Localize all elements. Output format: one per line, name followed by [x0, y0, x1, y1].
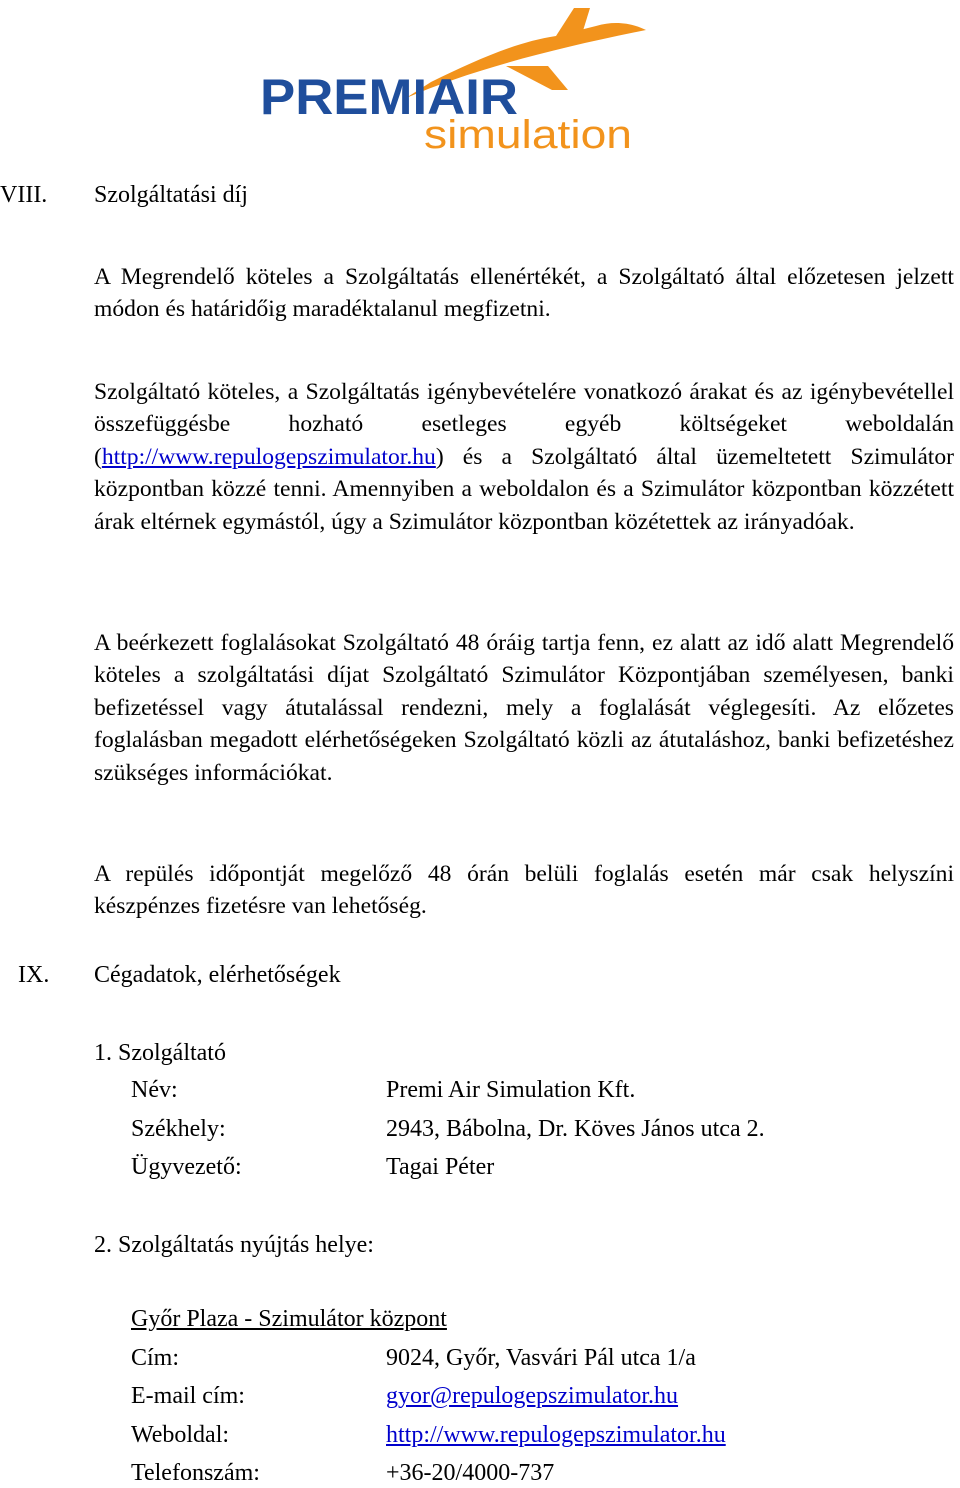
field-label: Weboldal: [131, 1422, 230, 1448]
premiair-logo [256, 2, 656, 152]
location-title: Győr Plaza - Szimulátor központ [131, 1306, 447, 1332]
logo-main-text: PREMIAIR [260, 69, 518, 125]
email-link[interactable]: gyor@repulogepszimulator.hu [386, 1383, 679, 1409]
field-label: Telefonszám: [131, 1460, 260, 1486]
section-title: Szolgáltatási díj [94, 182, 248, 208]
phone-number: +36-20/4000-737 [386, 1460, 555, 1486]
managing-director: Tagai Péter [386, 1154, 495, 1180]
paragraph-payment-obligation: A Megrendelő köteles a Szolgáltatás ellenértékét, a Szolgáltató által előzetesen jelzett módon és határidőig maradéktalanul megfizetni. [94, 264, 954, 323]
paragraph-text: Szolgáltató köteles, a Szolgáltatás igénybevételére vonatkozó árakat és az igénybevétellel összefüggésbe hozható esetleges egyéb költségeket weboldalán ( [94, 379, 954, 470]
logo-sub-text: simulation [424, 113, 632, 152]
company-name: Premi Air Simulation Kft. [386, 1077, 636, 1103]
paragraph-late-booking: A repülés időpontját megelőző 48 órán belüli foglalás esetén már csak helyszíni készpénzes fizetésre van lehetőség. [94, 861, 954, 920]
subsection-heading: 2. Szolgáltatás nyújtás helye: [94, 1232, 374, 1258]
section-title: Cégadatok, elérhetőségek [94, 962, 341, 988]
field-label: Székhely: [131, 1116, 226, 1142]
subsection-heading: 1. Szolgáltató [94, 1040, 226, 1066]
section-number: IX. [18, 962, 50, 988]
location-address: 9024, Győr, Vasvári Pál utca 1/a [386, 1345, 696, 1371]
paragraph-booking-hold: A beérkezett foglalásokat Szolgáltató 48 óráig tartja fenn, ez alatt az idő alatt Megrendelő köteles a szolgáltatási díjat Szolgáltató Szimulátor Központjában személyesen, banki befizetéssel vagy átutalással rendezni, mely a foglalását véglegesíti. Az előzetes foglalásban megadott elérhetőségeken Szolgáltató közli az átutaláshoz, banki befizetéshez szükséges információkat. [94, 630, 954, 786]
field-label: Ügyvezető: [131, 1154, 242, 1180]
section-number: VIII. [0, 182, 48, 208]
website-link[interactable]: http://www.repulogepszimulator.hu [386, 1422, 726, 1448]
company-address: 2943, Bábolna, Dr. Köves János utca 2. [386, 1116, 765, 1142]
paragraph-pricing-publication [94, 376, 954, 538]
website-link[interactable]: http://www.repulogepszimulator.hu [101, 443, 436, 470]
field-label: Név: [131, 1077, 178, 1103]
field-label: Cím: [131, 1345, 180, 1371]
field-label: E-mail cím: [131, 1383, 245, 1409]
paragraph-text: ) és a Szolgáltató által üzemeltetett Szimulátor központban közzé tenni. Amennyiben a weboldalon és a Szimulátor központban közzétett árak eltérnek egymástól, úgy a Szimulátor központban közétettek az irányadóak. [94, 443, 954, 535]
